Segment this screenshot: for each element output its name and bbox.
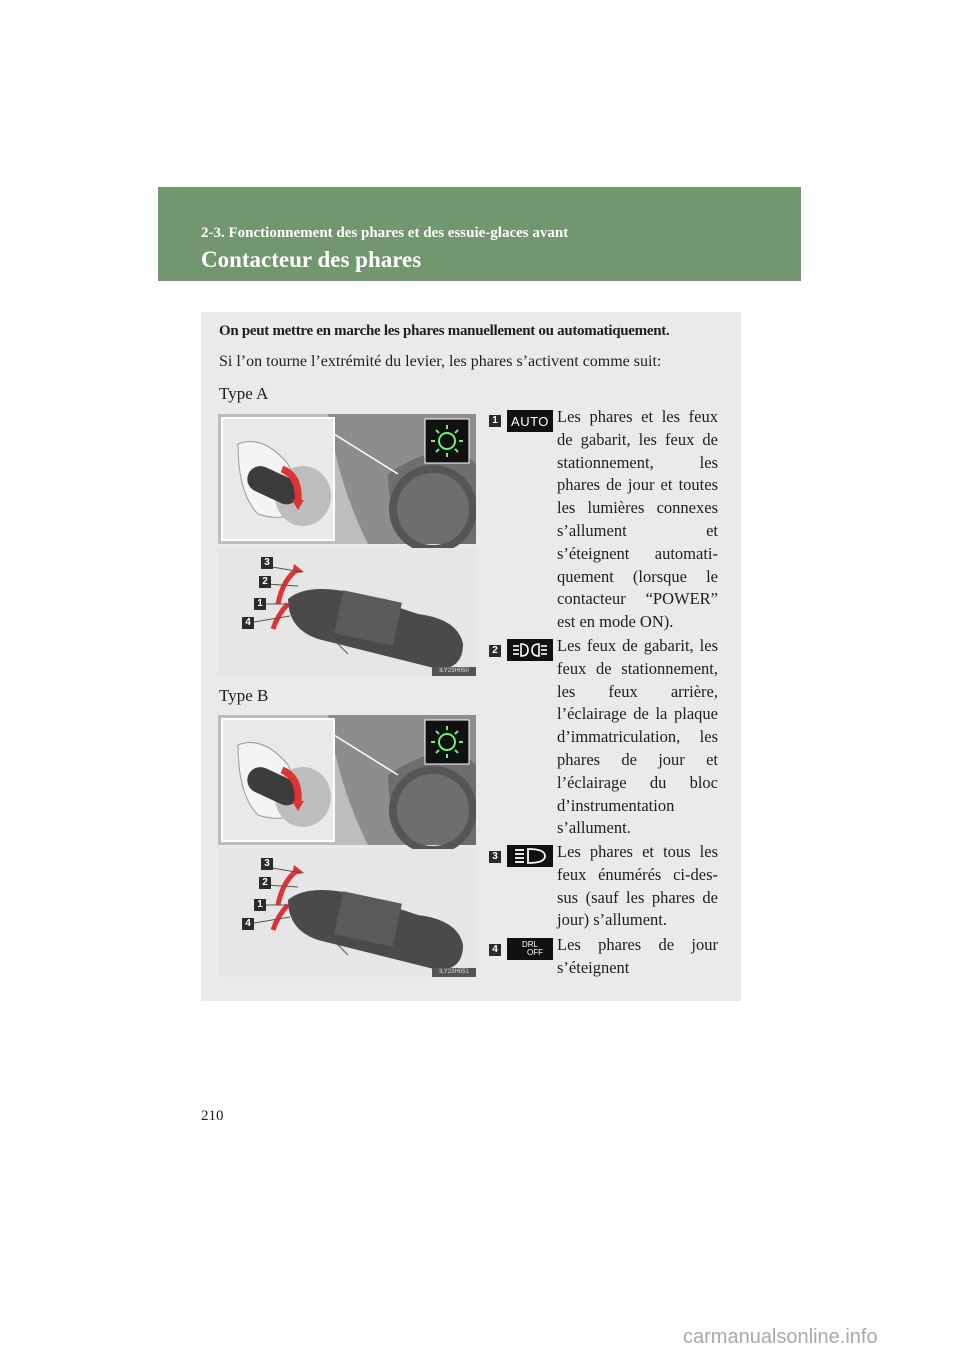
item-number: 4 — [489, 944, 501, 956]
item-description: Les phares de jour s’éteignent — [557, 935, 718, 977]
headlight-icon — [507, 845, 553, 867]
figure-code: ILY23H051 — [432, 968, 476, 977]
drl-label: DRL — [521, 940, 538, 949]
callout-3: 3 — [261, 557, 273, 569]
auto-label: AUTO — [511, 413, 549, 429]
section-number: 2-3. Fonctionnement des phares et des essuie-glaces avant — [201, 225, 569, 241]
section-header — [158, 187, 801, 281]
watermark: carmanualsonline.info — [683, 1326, 878, 1348]
callout-3: 3 — [261, 858, 273, 870]
content-panel — [201, 312, 741, 1001]
off-label: OFF — [527, 948, 543, 957]
callout-4: 4 — [242, 617, 254, 629]
item-description: Les feux de gabarit, les feux de stationnement, les feux arrière, l’éclairage de la plaque d’immatriculation, les phares de jour et l’éclairage du bloc d’instrumentation s’allument. — [557, 636, 718, 838]
item-description: Les phares et tous les feux énumérés ci-dessus (sauf les phares de jour) s’allument. — [557, 842, 718, 930]
item-number: 3 — [489, 851, 501, 863]
callout-4: 4 — [242, 918, 254, 930]
callout-1: 1 — [254, 899, 266, 911]
item-number: 1 — [489, 415, 501, 427]
type-b-label: Type B — [219, 686, 269, 705]
type-b-figure — [218, 715, 476, 977]
callout-2: 2 — [259, 877, 271, 889]
lead-text: Si l’on tourne l’extrémité du levier, les phares s’activent comme suit: — [219, 353, 662, 370]
type-a-figure — [218, 414, 476, 676]
item-description: Les phares et les feux de gabarit, les feux de stationnement, les phares de jour et toutes les lumières connexes s’allument et s’éteignent automatiquement (lorsque le contacteur “POWER” est en mode ON). — [557, 407, 718, 632]
page-title: Contacteur des phares — [201, 247, 422, 272]
parking-light-icon — [507, 639, 553, 661]
callout-2: 2 — [259, 576, 271, 588]
callout-1: 1 — [254, 598, 266, 610]
intro-text: On peut mettre en marche les phares manuellement ou automatiquement. — [219, 323, 670, 339]
lever-illustration-a — [218, 414, 476, 676]
item-number: 2 — [489, 645, 501, 657]
drl-off-symbol — [507, 938, 553, 960]
lever-illustration-b — [218, 715, 476, 977]
figure-code: ILY23H050 — [432, 667, 476, 676]
type-a-label: Type A — [219, 384, 269, 403]
page-number: 210 — [201, 1108, 224, 1124]
auto-symbol — [507, 410, 553, 432]
